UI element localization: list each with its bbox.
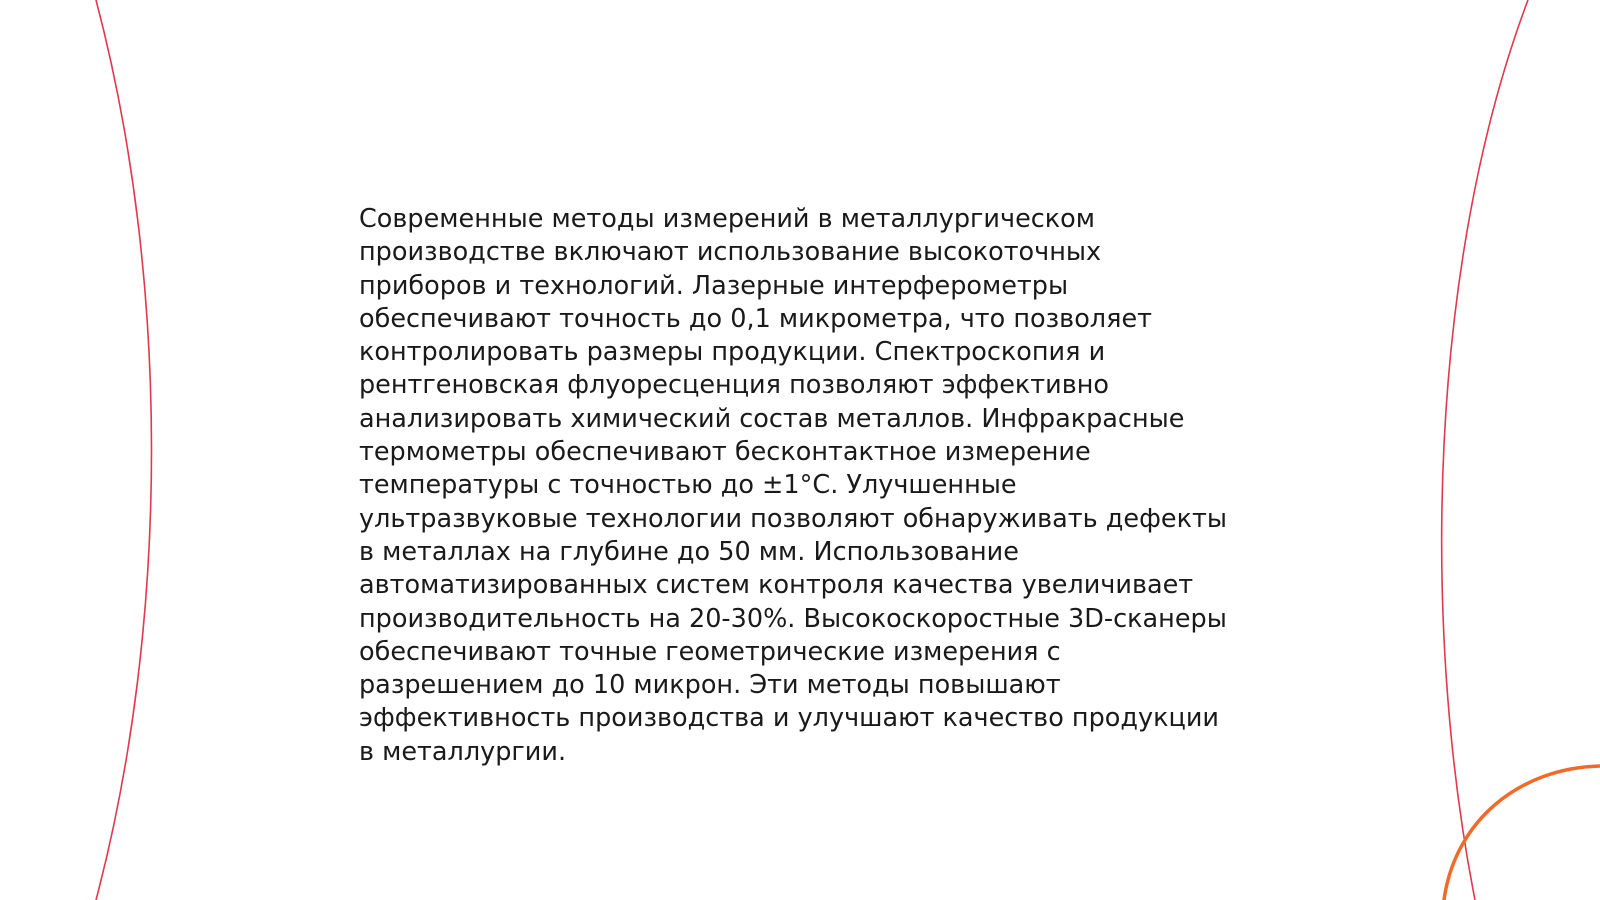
paragraph-line: производительность на 20-30%. Высокоскоростные 3D-сканеры bbox=[359, 603, 1227, 634]
orange-accent-arc bbox=[1444, 766, 1600, 900]
paragraph-line: приборов и технологий. Лазерные интерферометры bbox=[359, 270, 1069, 301]
paragraph-line: обеспечивают точность до 0,1 микрометра, что позволяет bbox=[359, 303, 1152, 334]
paragraph-line: рентгеновская флуоресценция позволяют эффективно bbox=[359, 370, 1110, 401]
paragraph-line: производстве включают использование высокоточных bbox=[359, 237, 1102, 268]
paragraph-line: обеспечивают точные геометрические измерения с bbox=[359, 636, 1061, 667]
paragraph-line: термометры обеспечивают бесконтактное измерение bbox=[359, 437, 1091, 468]
paragraph-line: в металлургии. bbox=[359, 736, 567, 767]
paragraph-line: Современные методы измерений в металлургическом bbox=[359, 204, 1096, 234]
paragraph-line: анализировать химический состав металлов. Инфракрасные bbox=[359, 403, 1185, 434]
right-curve-line bbox=[1442, 0, 1528, 900]
main-paragraph bbox=[359, 203, 1249, 769]
paragraph-line: автоматизированных систем контроля качества увеличивает bbox=[359, 570, 1194, 601]
paragraph-line: ультразвуковые технологии позволяют обнаруживать дефекты bbox=[359, 503, 1227, 534]
left-curve-line bbox=[96, 0, 152, 900]
paragraph-line: контролировать размеры продукции. Спектроскопия и bbox=[359, 337, 1106, 368]
paragraph-line: разрешением до 10 микрон. Эти методы повышают bbox=[359, 670, 1061, 701]
paragraph-line: эффективность производства и улучшают качество продукции bbox=[359, 703, 1220, 734]
paragraph-line: в металлах на глубине до 50 мм. Использование bbox=[359, 536, 1019, 567]
paragraph-line: температуры с точностью до ±1°C. Улучшенные bbox=[359, 470, 1017, 501]
